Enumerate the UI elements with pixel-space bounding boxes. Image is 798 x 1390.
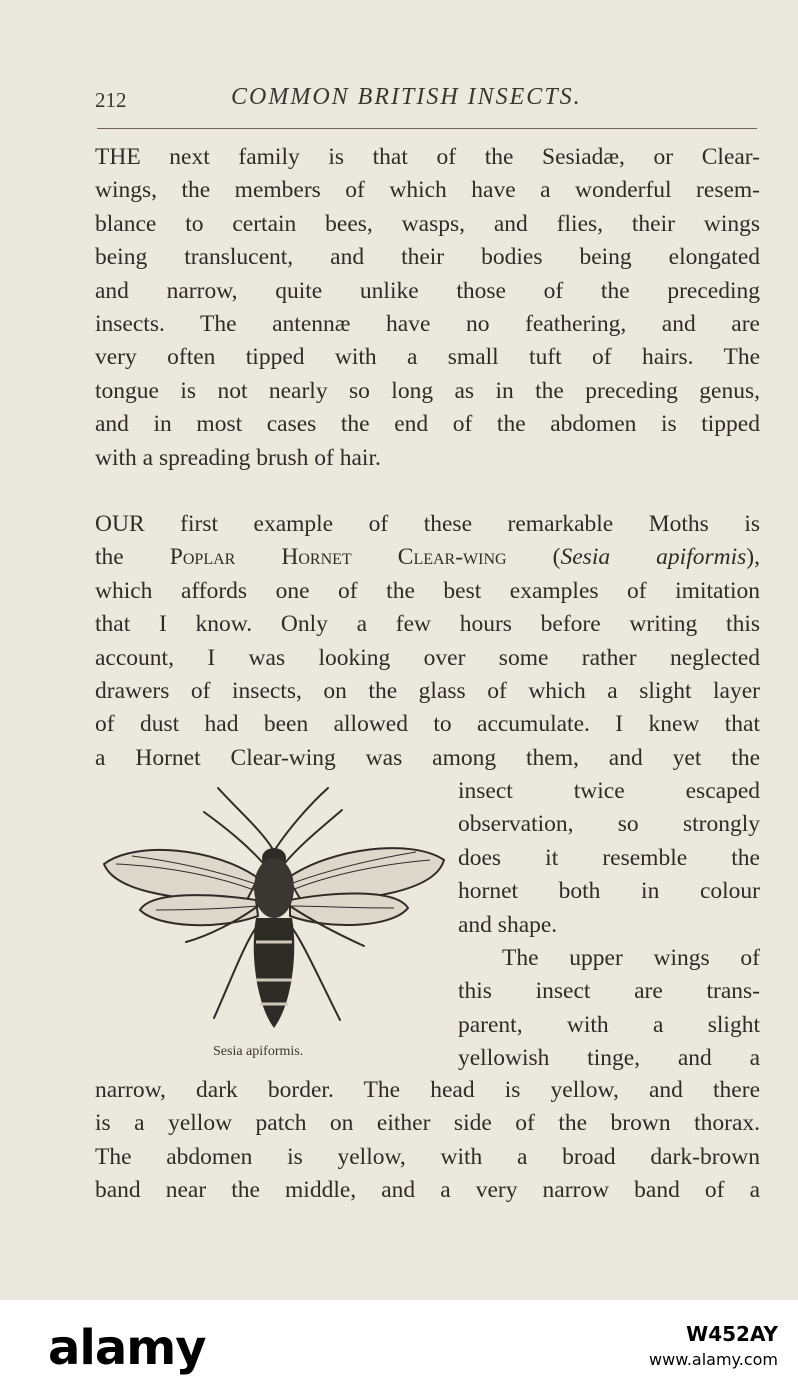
figure-caption: Sesia apiformis. [213,1044,304,1059]
text-line: The abdomen is yellow, with a broad dark-brown [95,1143,760,1170]
species-common-name: Poplar Hornet Clear-wing [169,544,507,571]
text-line: and shape. [458,911,558,938]
text-line: drawers of insects, on the glass of which a slight layer [95,678,760,705]
lead-word: THE [95,144,141,170]
paragraph-sesiadae [95,141,760,475]
alamy-logo: alamy [48,1320,206,1376]
text-line: this insect are trans- [458,978,760,1005]
paren-open: ( [506,544,561,571]
text-line: of dust had been allowed to accumulate. I knew that [95,711,760,738]
text-line [95,141,760,174]
text-line: wings, the members of which have a wonderful resem- [95,177,760,204]
moth-figure [96,782,448,1068]
text-line: tongue is not nearly so long as in the preceding genus, [95,377,760,404]
text-line: band near the middle, and a very narrow band of a [95,1177,760,1204]
lead-word: OUR [95,511,145,537]
text-line: which affords one of the best examples of imitation [95,577,760,604]
text-line: being translucent, and their bodies being elongated [95,244,760,271]
text-line: The upper wings of [502,945,760,972]
header-rule [97,128,757,129]
species-latin-name: Sesia apiformis [560,544,747,571]
line-rest: first example of these remarkable Moths is [144,511,760,537]
page-number: 212 [95,88,127,112]
text-line: insects. The antennæ have no feathering, and are [95,311,760,338]
text-line: does it resemble the [458,844,760,871]
text-line: yellowish tinge, and a [458,1045,760,1072]
stock-url: www.alamy.com [649,1350,778,1369]
text-line [95,508,760,541]
line-pre: the [95,544,170,571]
text-line: account, I was looking over some rather neglected [95,644,760,671]
paren-close: ), [746,544,760,571]
text-line [95,541,760,574]
text-line: is a yellow patch on either side of the brown thorax. [95,1110,760,1137]
paragraph-wrap-column [458,775,760,1076]
page-header [95,84,760,120]
paragraph-poplar-hornet [95,508,760,775]
text-line: blance to certain bees, wasps, and flies, their wings [95,210,760,237]
text-line: a Hornet Clear-wing was among them, and yet the [95,744,760,771]
text-line: observation, so strongly [458,811,760,838]
stock-image-id: W452AY [686,1322,778,1346]
text-line: very often tipped with a small tuft of hairs. The [95,344,760,371]
text-line: and in most cases the end of the abdomen is tipped [95,411,760,438]
clear-wing-moth-engraving-icon [96,782,448,1040]
text-line: that I know. Only a few hours before writing this [95,611,760,638]
line-rest: next family is that of the Sesiadæ, or Clear- [140,144,760,170]
running-title: COMMON BRITISH INSECTS. [231,84,582,110]
paragraph-description [95,1074,760,1208]
text-line: and narrow, quite unlike those of the preceding [95,277,760,304]
text-line: with a spreading brush of hair. [95,444,381,471]
text-line: insect twice escaped [458,778,760,804]
text-line: hornet both in colour [458,878,760,905]
text-line: parent, with a slight [458,1011,760,1038]
text-line: narrow, dark border. The head is yellow, and there [95,1077,760,1103]
watermark-footer [0,1300,798,1390]
